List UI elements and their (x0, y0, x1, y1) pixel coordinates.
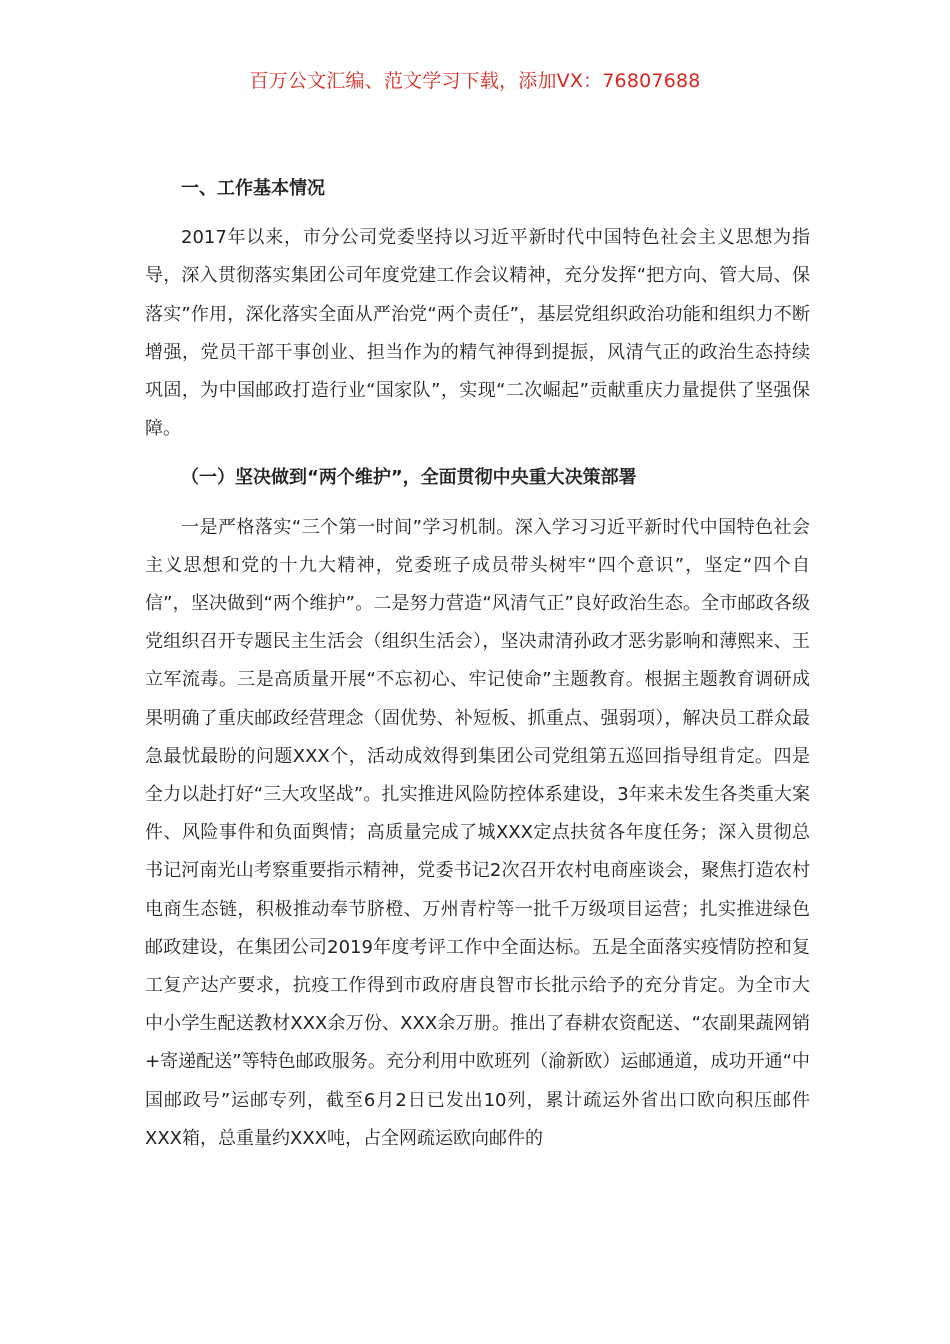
subsection-heading: （一）坚决做到“两个维护”，全面贯彻中央重大决策部署 (181, 467, 637, 489)
document-body (145, 170, 810, 1158)
section-heading: 一、工作基本情况 (181, 178, 325, 199)
watermark-banner: 百万公文汇编、范文学习下载，添加VX：76807688 (249, 70, 701, 92)
intro-paragraph: 2017年以来，市分公司党委坚持以习近平新时代中国特色社会主义思想为指导，深入贯彻落实集团公司年度党建工作会议精神，充分发挥“把方向、管大局、保落实”作用，深化落实全面从严治党“两个责任”，基层党组织政治功能和组织力不断增强，党员干部干事创业、担当作为的精气神得到提振，风清气正的政治生态持续巩固，为中国邮政打造行业“国家队”，实现“二次崛起”贡献重庆力量提供了坚强保障。 (145, 227, 810, 440)
body-paragraph: 一是严格落实“三个第一时间”学习机制。深入学习习近平新时代中国特色社会主义思想和党的十九大精神，党委班子成员带头树牢“四个意识”，坚定“四个自信”，坚决做到“两个维护”。二是努力营造“风清气正”良好政治生态。全市邮政各级党组织召开专题民主生活会（组织生活会），坚决肃清孙政才恶劣影响和薄熙来、王立军流毒。三是高质量开展“不忘初心、牢记使命”主题教育。根据主题教育调研成果明确了重庆邮政经营理念（固优势、补短板、抓重点、强弱项），解决员工群众最急最忧最盼的问题XXX个，活动成效得到集团公司党组第五巡回指导组肯定。四是全力以赴打好“三大攻坚战”。扎实推进风险防控体系建设，3年来未发生各类重大案件、风险事件和负面舆情；高质量完成了城XXX定点扶贫各年度任务；深入贯彻总书记河南光山考察重要指示精神，党委书记2次召开农村电商座谈会，聚焦打造农村电商生态链，积极推动奉节脐橙、万州青柠等一批千万级项目运营；扎实推进绿色邮政建设，在集团公司2019年度考评工作中全面达标。五是全面落实疫情防控和复工复产达产要求，抗疫工作得到市政府唐良智市长批示给予的充分肯定。为全市大中小学生配送教材XXX余万份、XXX余万册。推出了春耕农资配送、“农副果蔬网销+寄递配送”等特色邮政服务。充分利用中欧班列（渝新欧）运邮通道，成功开通“中国邮政号”运邮专列，截至6月2日已发出10列，累计疏运外省出口欧向积压邮件XXX箱，总重量约XXX吨，占全网疏运欧向邮件的 (145, 516, 810, 1149)
